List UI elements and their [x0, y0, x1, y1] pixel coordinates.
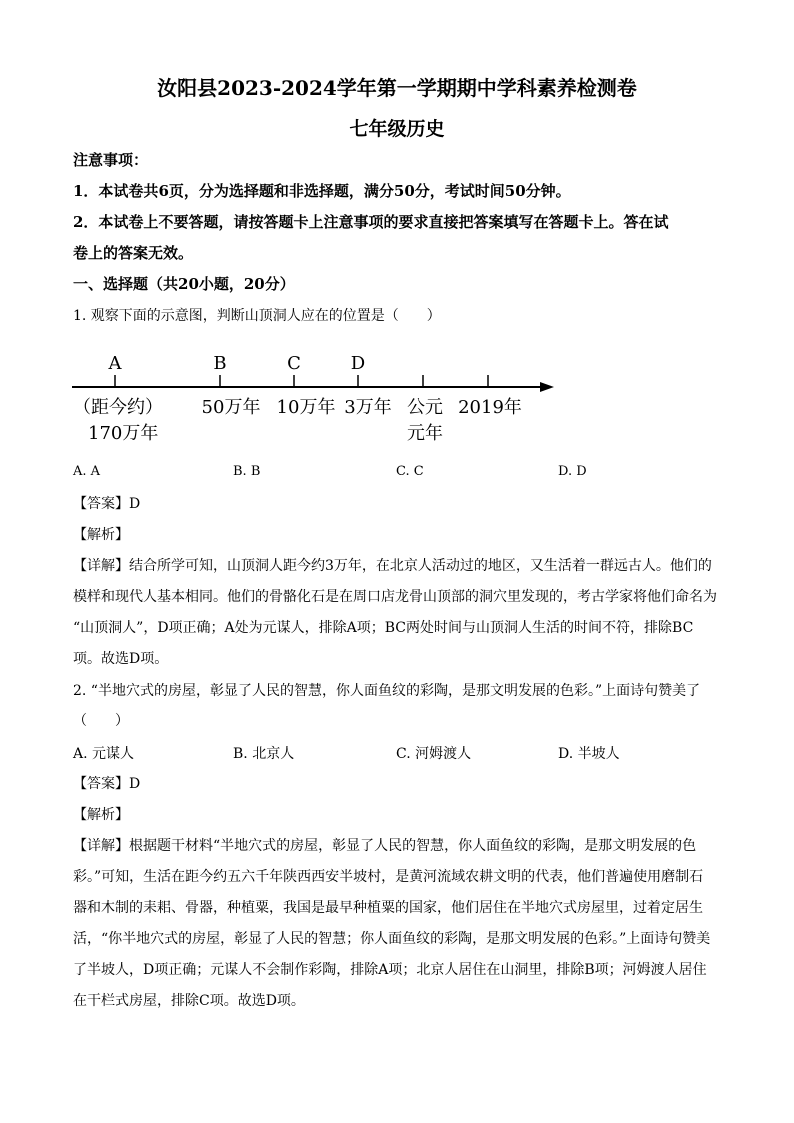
q2-answer: 【答案】D	[73, 776, 141, 792]
q1-detail-line-2: 模样和现代人基本相同。他们的骨骼化石是在周口店龙骨山顶部的洞穴里发现的，考古学家将他们命名为	[73, 589, 717, 605]
exam-title: 汝阳县2023-2024学年第一学期期中学科素养检测卷	[157, 76, 637, 100]
label-a: A	[108, 353, 122, 374]
label-d: D	[350, 353, 366, 374]
q1-detail-line-1: 【详解】结合所学可知，山顶洞人距今约3万年，在北京人活动过的地区，又生活着一群远古人。他们的	[73, 558, 712, 574]
label-b: B	[213, 353, 227, 374]
year-label-10: 10万年	[276, 397, 336, 418]
q1-analysis: 【解析】	[73, 527, 129, 543]
q1-option-c: C. C	[396, 464, 424, 479]
q2-detail-line-5: 了半坡人，D项正确；元谋人不会制作彩陶，排除A项；北京人居住在山洞里，排除B项；河姆渡人居住	[73, 962, 707, 978]
q2-option-c: C. 河姆渡人	[396, 746, 472, 762]
q2-option-a: A. 元谋人	[73, 746, 135, 762]
year-label-170: 170万年	[88, 423, 159, 444]
year-label-3: 3万年	[344, 397, 392, 418]
notice-item-2-cont: 卷上的答案无效。	[73, 244, 194, 262]
year-label-gongyuan: 公元	[407, 397, 443, 418]
notice-heading: 注意事项：	[73, 151, 149, 169]
year-label-50: 50万年	[201, 397, 261, 418]
timeline-diagram	[70, 345, 570, 455]
q1-option-b: B. B	[233, 464, 261, 479]
exam-subtitle: 七年级历史	[349, 118, 445, 140]
notice-item-1: 1．本试卷共6页，分为选择题和非选择题，满分50分，考试时间50分钟。	[73, 182, 571, 200]
q2-detail-line-2: 彩。”可知，生活在距今约五六千年陕西西安半坡村，是黄河流域农耕文明的代表，他们普遍使用磨制石	[73, 869, 704, 885]
notice-item-2: 2．本试卷上不要答题，请按答题卡上注意事项的要求直接把答案填写在答题卡上。答在试	[73, 213, 669, 231]
q2-stem-line-2: （ ）	[73, 713, 129, 729]
q1-stem: 1. 观察下面的示意图，判断山顶洞人应在的位置是（ ）	[73, 308, 441, 324]
label-c: C	[287, 353, 301, 374]
timeline-arrow-icon	[540, 382, 554, 392]
q1-option-d: D. D	[558, 464, 587, 479]
q2-option-d: D. 半坡人	[558, 746, 620, 762]
q2-detail-line-6: 在干栏式房屋，排除C项。故选D项。	[73, 993, 305, 1009]
q1-detail-line-4: 项。故选D项。	[73, 651, 169, 667]
q2-analysis: 【解析】	[73, 807, 129, 823]
q2-option-b: B. 北京人	[233, 746, 295, 762]
year-label-2019: 2019年	[458, 397, 522, 418]
year-label-approx: （距今约）	[73, 397, 163, 418]
q1-option-a: A. A	[73, 464, 101, 479]
q1-answer: 【答案】D	[73, 496, 141, 512]
q2-detail-line-3: 器和木制的耒耜、骨器，种植粟，我国是最早种植粟的国家，他们居住在半地穴式房屋里，过着定居生	[73, 900, 703, 916]
q1-detail-line-3: “山顶洞人”，D项正确；A处为元谋人，排除A项；BC两处时间与山顶洞人生活的时间不符，排除BC	[73, 620, 694, 636]
year-label-yuannian: 元年	[407, 423, 443, 444]
q2-detail-line-4: 活，“你半地穴式的房屋，彰显了人民的智慧；你人面鱼纹的彩陶，是那文明发展的色彩。”上面诗句赞美	[73, 931, 711, 947]
q2-stem-line-1: 2. “半地穴式的房屋，彰显了人民的智慧，你人面鱼纹的彩陶，是那文明发展的色彩。”上面诗句赞美了	[73, 683, 701, 699]
q2-detail-line-1: 【详解】根据题干材料“半地穴式的房屋，彰显了人民的智慧，你人面鱼纹的彩陶，是那文明发展的色	[73, 838, 697, 854]
section-heading: 一、选择题（共20小题，20分）	[73, 275, 295, 293]
